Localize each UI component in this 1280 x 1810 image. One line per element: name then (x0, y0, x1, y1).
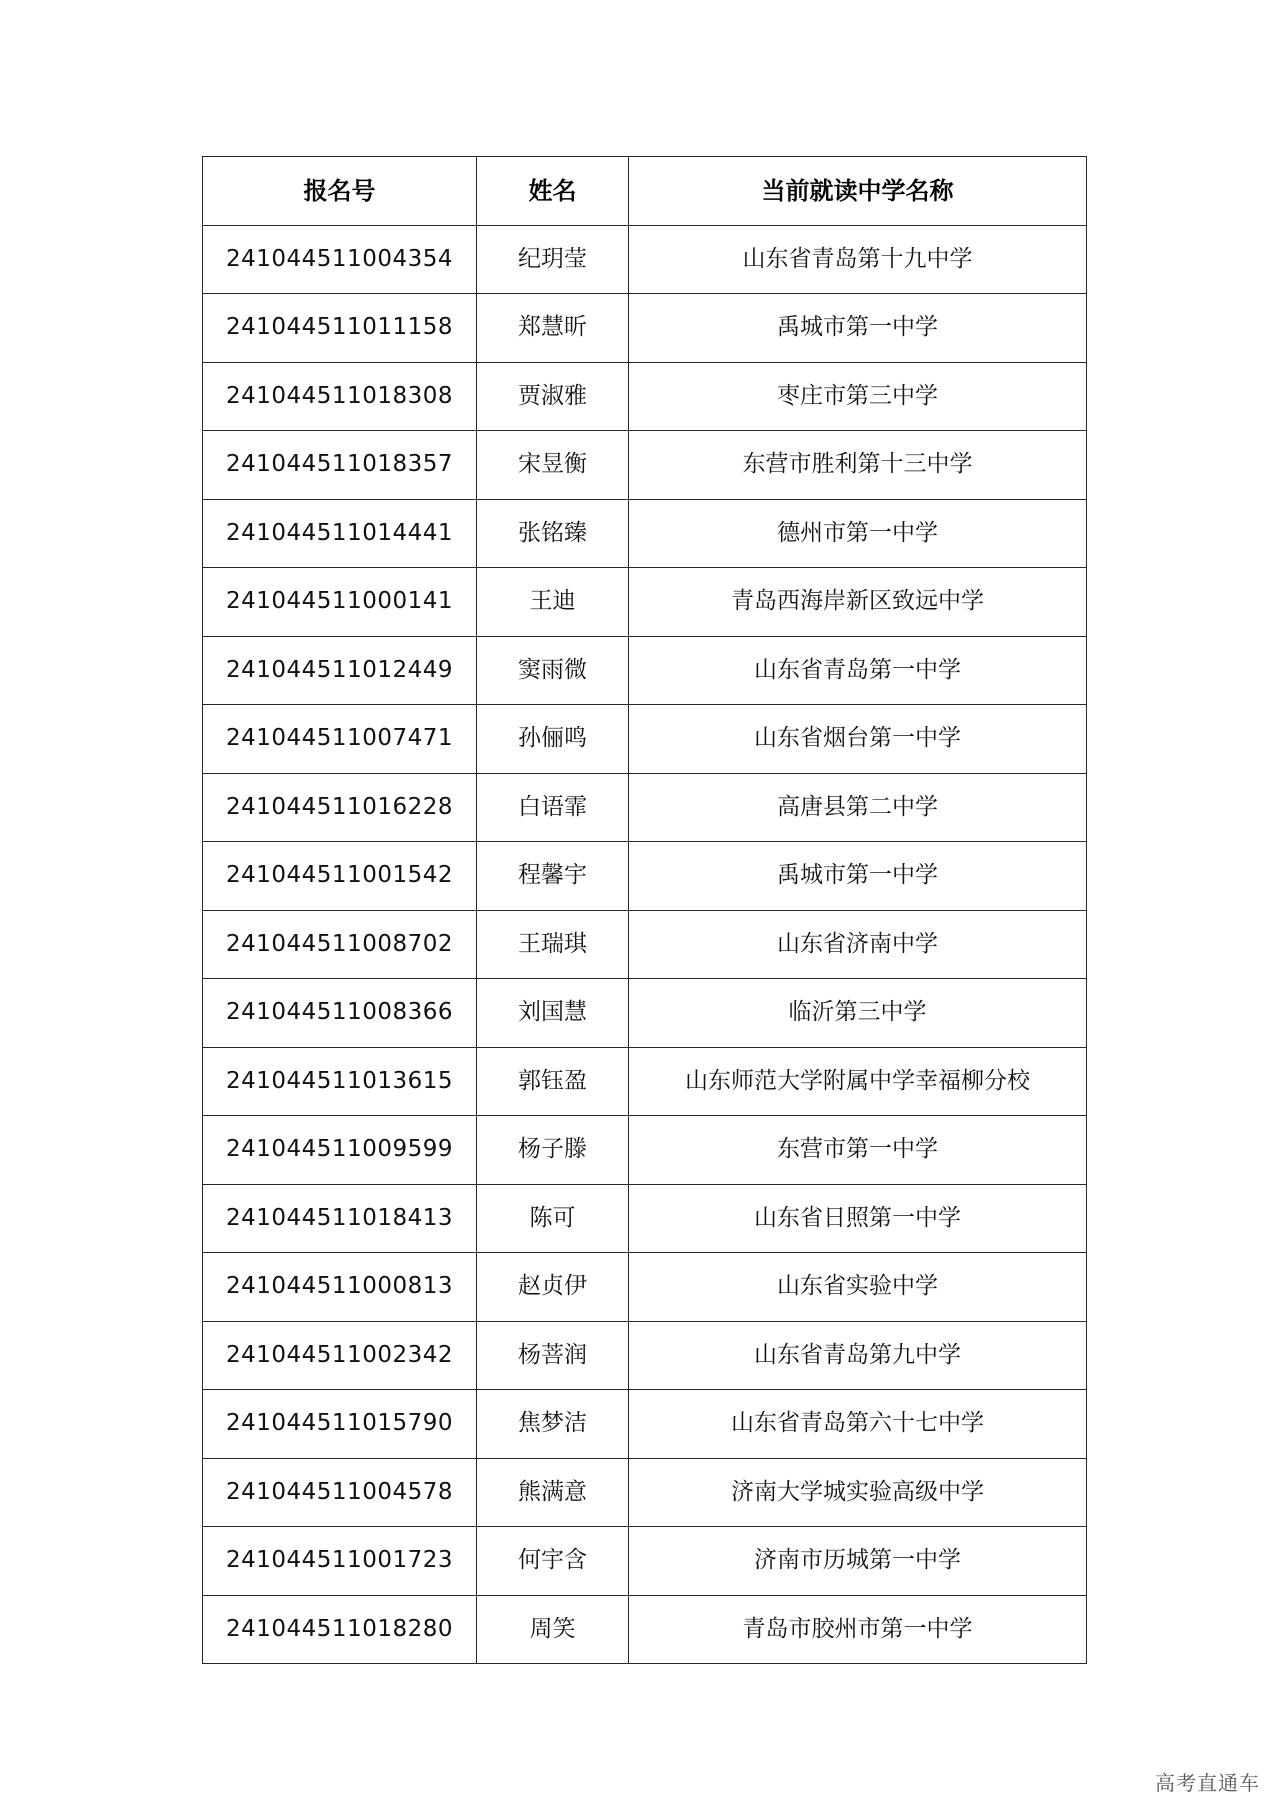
cell-registration-number: 241044511018308 (203, 362, 477, 431)
cell-school-name: 山东省青岛第六十七中学 (629, 1390, 1087, 1459)
cell-student-name: 王迪 (477, 568, 629, 637)
cell-school-name: 青岛市胶州市第一中学 (629, 1595, 1087, 1664)
cell-school-name: 临沂第三中学 (629, 979, 1087, 1048)
table-row (203, 1527, 1087, 1596)
cell-student-name: 刘国慧 (477, 979, 629, 1048)
cell-school-name: 青岛西海岸新区致远中学 (629, 568, 1087, 637)
cell-school-name: 东营市胜利第十三中学 (629, 431, 1087, 500)
cell-registration-number: 241044511012449 (203, 636, 477, 705)
table-row (203, 636, 1087, 705)
cell-student-name: 陈可 (477, 1184, 629, 1253)
table-row (203, 1184, 1087, 1253)
table-row (203, 431, 1087, 500)
cell-school-name: 东营市第一中学 (629, 1116, 1087, 1185)
cell-student-name: 杨菩润 (477, 1321, 629, 1390)
table-row (203, 568, 1087, 637)
admission-table (202, 156, 1087, 1664)
cell-student-name: 杨子滕 (477, 1116, 629, 1185)
table-row (203, 1116, 1087, 1185)
cell-registration-number: 241044511018357 (203, 431, 477, 500)
header-school-name: 当前就读中学名称 (629, 157, 1087, 226)
cell-student-name: 王瑞琪 (477, 910, 629, 979)
cell-school-name: 山东省济南中学 (629, 910, 1087, 979)
cell-student-name: 郭钰盈 (477, 1047, 629, 1116)
cell-registration-number: 241044511018413 (203, 1184, 477, 1253)
cell-school-name: 山东省烟台第一中学 (629, 705, 1087, 774)
cell-school-name: 枣庄市第三中学 (629, 362, 1087, 431)
cell-registration-number: 241044511011158 (203, 294, 477, 363)
cell-school-name: 山东省青岛第一中学 (629, 636, 1087, 705)
table-row (203, 1458, 1087, 1527)
cell-student-name: 焦梦洁 (477, 1390, 629, 1459)
table-header-row (203, 157, 1087, 226)
cell-school-name: 济南大学城实验高级中学 (629, 1458, 1087, 1527)
table-row (203, 910, 1087, 979)
cell-student-name: 赵贞伊 (477, 1253, 629, 1322)
cell-student-name: 何宇含 (477, 1527, 629, 1596)
cell-registration-number: 241044511001723 (203, 1527, 477, 1596)
table-row (203, 705, 1087, 774)
cell-registration-number: 241044511014441 (203, 499, 477, 568)
table-row (203, 842, 1087, 911)
cell-student-name: 白语霏 (477, 773, 629, 842)
cell-student-name: 程馨宇 (477, 842, 629, 911)
cell-registration-number: 241044511007471 (203, 705, 477, 774)
table-row (203, 1047, 1087, 1116)
table-row (203, 1253, 1087, 1322)
cell-school-name: 禹城市第一中学 (629, 842, 1087, 911)
cell-school-name: 山东省青岛第九中学 (629, 1321, 1087, 1390)
cell-registration-number: 241044511008702 (203, 910, 477, 979)
cell-school-name: 禹城市第一中学 (629, 294, 1087, 363)
cell-school-name: 山东师范大学附属中学幸福柳分校 (629, 1047, 1087, 1116)
cell-school-name: 山东省日照第一中学 (629, 1184, 1087, 1253)
watermark: 高考直通车 (1155, 1771, 1260, 1795)
cell-student-name: 孙俪鸣 (477, 705, 629, 774)
cell-registration-number: 241044511004354 (203, 225, 477, 294)
cell-registration-number: 241044511008366 (203, 979, 477, 1048)
table-row (203, 1595, 1087, 1664)
cell-school-name: 德州市第一中学 (629, 499, 1087, 568)
cell-school-name: 山东省青岛第十九中学 (629, 225, 1087, 294)
cell-student-name: 熊满意 (477, 1458, 629, 1527)
cell-registration-number: 241044511002342 (203, 1321, 477, 1390)
table-row (203, 294, 1087, 363)
cell-school-name: 高唐县第二中学 (629, 773, 1087, 842)
cell-school-name: 济南市历城第一中学 (629, 1527, 1087, 1596)
cell-registration-number: 241044511000813 (203, 1253, 477, 1322)
header-registration-number: 报名号 (203, 157, 477, 226)
cell-student-name: 张铭臻 (477, 499, 629, 568)
cell-student-name: 窦雨微 (477, 636, 629, 705)
cell-registration-number: 241044511015790 (203, 1390, 477, 1459)
cell-registration-number: 241044511000141 (203, 568, 477, 637)
cell-registration-number: 241044511009599 (203, 1116, 477, 1185)
cell-student-name: 宋昱衡 (477, 431, 629, 500)
cell-student-name: 纪玥莹 (477, 225, 629, 294)
cell-student-name: 郑慧昕 (477, 294, 629, 363)
table-row (203, 225, 1087, 294)
table-row (203, 1390, 1087, 1459)
cell-registration-number: 241044511016228 (203, 773, 477, 842)
cell-registration-number: 241044511001542 (203, 842, 477, 911)
header-name: 姓名 (477, 157, 629, 226)
cell-school-name: 山东省实验中学 (629, 1253, 1087, 1322)
cell-student-name: 周笑 (477, 1595, 629, 1664)
cell-registration-number: 241044511004578 (203, 1458, 477, 1527)
table-row (203, 773, 1087, 842)
table-body (203, 225, 1087, 1664)
table-row (203, 979, 1087, 1048)
table-row (203, 1321, 1087, 1390)
cell-registration-number: 241044511013615 (203, 1047, 477, 1116)
table-row (203, 499, 1087, 568)
table-row (203, 362, 1087, 431)
cell-student-name: 贾淑雅 (477, 362, 629, 431)
cell-registration-number: 241044511018280 (203, 1595, 477, 1664)
